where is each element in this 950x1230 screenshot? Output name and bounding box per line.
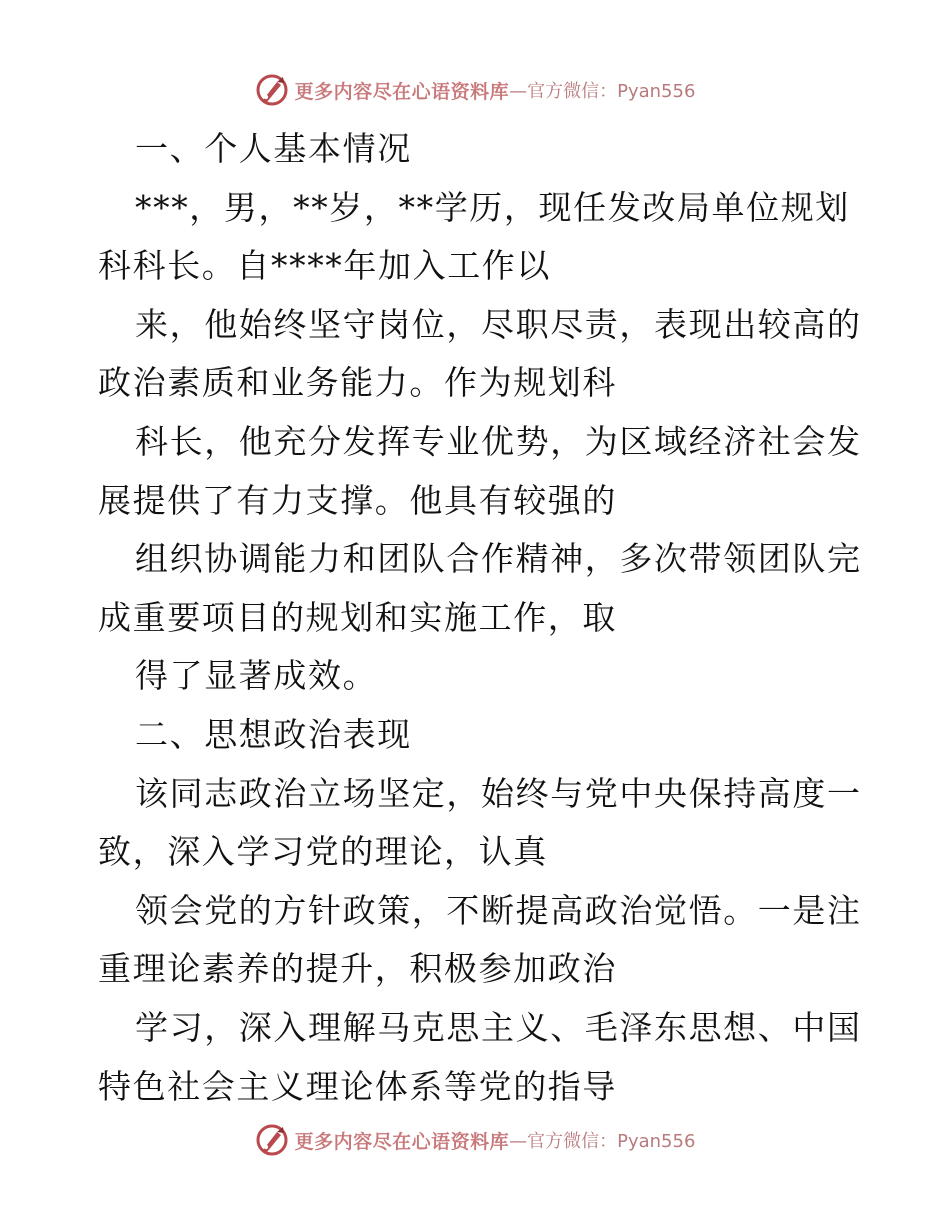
paragraph-line: 科科长。自****年加入工作以	[98, 246, 551, 286]
paragraph-line: 领会党的方针政策，不断提高政治觉悟。一是注	[135, 890, 862, 930]
paragraph-line: 成重要项目的规划和实施工作，取	[98, 597, 617, 637]
watermark-text: 更多内容尽在心语资料库	[294, 1130, 510, 1153]
paragraph-line: 政治素质和业务能力。作为规划科	[98, 363, 617, 403]
paragraph-line: 展提供了有力支撑。他具有较强的	[98, 480, 617, 520]
quill-logo-icon	[255, 73, 289, 107]
watermark-suffix: —官方微信：Pyan556	[509, 1131, 696, 1152]
footer-watermark	[0, 1120, 950, 1160]
paragraph-line: 来，他始终坚守岗位，尽职尽责，表现出较高的	[135, 304, 862, 344]
paragraph-line: 科长，他充分发挥专业优势，为区域经济社会发	[135, 421, 862, 461]
paragraph-line: ***，男，**岁，**学历，现任发改局单位规划	[135, 187, 850, 227]
document-body	[98, 120, 862, 1116]
section-heading-1: 一、个人基本情况	[135, 129, 412, 168]
paragraph-line: 特色社会主义理论体系等党的指导	[98, 1066, 617, 1106]
quill-logo-icon	[255, 1123, 289, 1157]
section-heading-2: 二、思想政治表现	[135, 714, 412, 754]
paragraph-line: 组织协调能力和团队合作精神，多次带领团队完	[135, 539, 862, 579]
paragraph-line: 得了显著成效。	[135, 656, 378, 696]
paragraph-line: 重理论素养的提升，积极参加政治	[98, 949, 617, 989]
paragraph-line: 致，深入学习党的理论，认真	[98, 832, 548, 872]
watermark-suffix: —官方微信：Pyan556	[509, 81, 696, 102]
paragraph-line: 该同志政治立场坚定，始终与党中央保持高度一	[135, 773, 862, 813]
paragraph-line: 学习，深入理解马克思主义、毛泽东思想、中国	[135, 1007, 862, 1047]
header-watermark	[0, 70, 950, 110]
watermark-text: 更多内容尽在心语资料库	[294, 80, 510, 103]
